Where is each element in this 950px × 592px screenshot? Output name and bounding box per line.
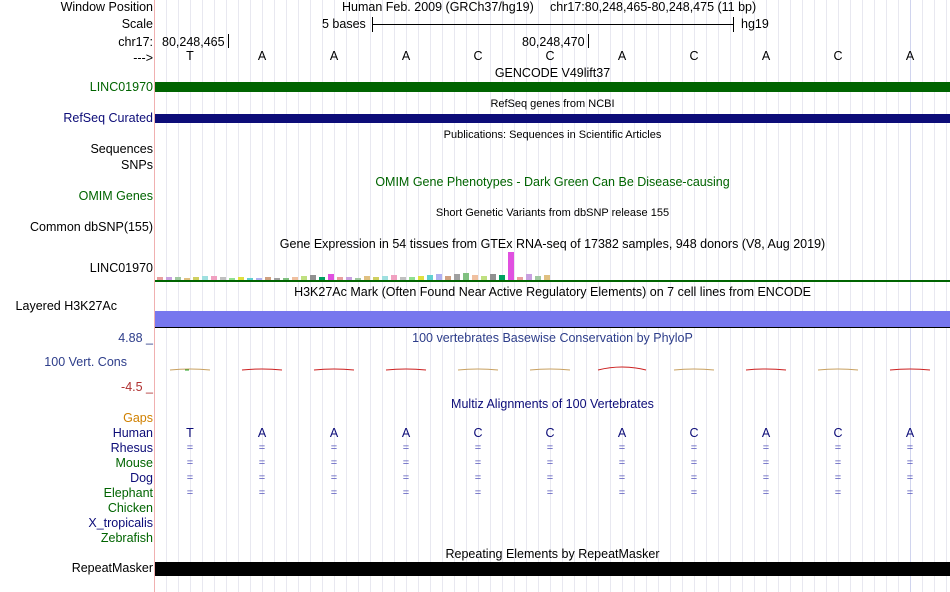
species-label[interactable]: Rhesus — [110, 441, 153, 455]
phylop-min-label: -4.5 _ — [121, 380, 153, 394]
aligned-base-match: = — [186, 487, 194, 499]
human-base: A — [401, 426, 411, 440]
aligned-base-match: = — [258, 457, 266, 469]
phylop-mark — [242, 369, 282, 370]
aligned-base-match: = — [258, 487, 266, 499]
species-label[interactable]: Mouse — [115, 456, 153, 470]
human-base: C — [833, 426, 843, 440]
aligned-base-match: = — [474, 487, 482, 499]
phylop-track-label[interactable]: 100 Vert. Cons — [44, 355, 127, 369]
human-base: T — [186, 426, 194, 440]
base-letter: A — [329, 49, 339, 63]
chrom-label: chr17: — [118, 35, 153, 49]
phylop-mark — [458, 369, 498, 370]
aligned-base-match: = — [546, 472, 554, 484]
aligned-base-match: = — [402, 487, 410, 499]
gtex-tissue-bar[interactable] — [463, 273, 469, 280]
aligned-base-match: = — [834, 487, 842, 499]
phylop-track-title: 100 vertebrates Basewise Conservation by PhyloP — [412, 331, 693, 345]
human-base: A — [617, 426, 627, 440]
aligned-base-match: = — [186, 442, 194, 454]
aligned-base-match: = — [834, 472, 842, 484]
human-base: C — [689, 426, 699, 440]
aligned-base-match: = — [330, 472, 338, 484]
phylop-mark — [818, 369, 858, 370]
aligned-base-match: = — [906, 457, 914, 469]
dbsnp-track-label[interactable]: Common dbSNP(155) — [30, 220, 153, 234]
phylop-mark — [674, 369, 714, 370]
aligned-base-match: = — [906, 442, 914, 454]
scale-bar-right-tick — [733, 17, 734, 32]
multiz-track-title: Multiz Alignments of 100 Vertebrates — [451, 397, 654, 411]
aligned-base-match: = — [474, 457, 482, 469]
base-letter: A — [257, 49, 267, 63]
position-label-2: 80,248,470 — [522, 35, 585, 49]
publications-track-title: Publications: Sequences in Scientific Articles — [443, 129, 662, 141]
species-label[interactable]: Zebrafish — [100, 531, 153, 545]
base-letter: C — [545, 49, 555, 63]
gtex-tissue-bar[interactable] — [508, 252, 514, 280]
aligned-base-match: = — [546, 457, 554, 469]
aligned-base-match: = — [186, 472, 194, 484]
aligned-base-match: = — [906, 472, 914, 484]
species-label[interactable]: X_tropicalis — [88, 516, 153, 530]
phylop-signal[interactable] — [155, 360, 950, 380]
gtex-track-label[interactable]: LINC01970 — [89, 261, 153, 275]
human-base: C — [545, 426, 555, 440]
aligned-base-match: = — [474, 442, 482, 454]
gencode-track-label[interactable]: LINC01970 — [89, 80, 153, 94]
aligned-base-match: = — [690, 442, 698, 454]
species-label[interactable]: Dog — [130, 471, 153, 485]
base-letter: A — [401, 49, 411, 63]
aligned-base-match: = — [618, 457, 626, 469]
aligned-base-match: = — [618, 487, 626, 499]
aligned-base-match: = — [834, 457, 842, 469]
aligned-base-match: = — [186, 457, 194, 469]
aligned-base-match: = — [690, 457, 698, 469]
phylop-mark — [746, 369, 786, 370]
phylop-mark — [530, 369, 570, 370]
aligned-base-match: = — [258, 472, 266, 484]
repeatmasker-track-label[interactable]: RepeatMasker — [71, 561, 153, 575]
phylop-mark — [170, 369, 210, 370]
gaps-label[interactable]: Gaps — [123, 411, 153, 425]
base-letter: T — [186, 49, 194, 63]
window-position-label: Window Position — [60, 0, 153, 14]
gtex-track-title: Gene Expression in 54 tissues from GTEx RNA-seq of 17382 samples, 948 donors (V8, Aug 2019) — [279, 237, 826, 251]
base-letter: C — [473, 49, 483, 63]
aligned-base-match: = — [762, 442, 770, 454]
scale-text: 5 bases — [322, 17, 366, 31]
species-label[interactable]: Human — [112, 426, 153, 440]
human-base: A — [905, 426, 915, 440]
human-base: C — [473, 426, 483, 440]
species-label[interactable]: Chicken — [107, 501, 153, 515]
gencode-track-title: GENCODE V49lift37 — [494, 66, 611, 80]
aligned-base-match: = — [906, 487, 914, 499]
refseq-track-label[interactable]: RefSeq Curated — [63, 111, 153, 125]
phylop-mark — [314, 369, 354, 370]
h3k27ac-baseline — [155, 327, 950, 328]
base-letter: A — [617, 49, 627, 63]
aligned-base-match: = — [402, 442, 410, 454]
repeatmasker-bar[interactable] — [155, 562, 950, 576]
position-tick-2 — [588, 34, 589, 48]
aligned-base-match: = — [690, 472, 698, 484]
position-label-1: 80,248,465 — [162, 35, 225, 49]
phylop-max-label: 4.88 _ — [118, 331, 153, 345]
h3k27ac-signal[interactable] — [155, 311, 950, 327]
refseq-gene-bar[interactable] — [155, 114, 950, 123]
scale-db: hg19 — [741, 17, 769, 31]
aligned-base-match: = — [618, 442, 626, 454]
aligned-base-match: = — [690, 487, 698, 499]
aligned-base-match: = — [762, 487, 770, 499]
aligned-base-match: = — [330, 457, 338, 469]
base-letter: A — [905, 49, 915, 63]
human-base: A — [257, 426, 267, 440]
base-letter: C — [833, 49, 843, 63]
omim-track-label[interactable]: OMIM Genes — [78, 189, 153, 203]
aligned-base-match: = — [762, 457, 770, 469]
h3k27ac-track-label[interactable]: Layered H3K27Ac — [15, 299, 117, 313]
base-letter: C — [689, 49, 699, 63]
assembly-title: Human Feb. 2009 (GRCh37/hg19) — [342, 0, 534, 14]
base-letter: A — [761, 49, 771, 63]
scale-label: Scale — [121, 17, 153, 31]
aligned-base-match: = — [258, 442, 266, 454]
repeatmasker-track-title: Repeating Elements by RepeatMasker — [445, 547, 660, 561]
aligned-base-match: = — [474, 472, 482, 484]
phylop-mark — [890, 369, 930, 370]
dbsnp-track-title: Short Genetic Variants from dbSNP release 155 — [435, 207, 670, 219]
aligned-base-match: = — [402, 457, 410, 469]
human-base: A — [761, 426, 771, 440]
aligned-base-match: = — [618, 472, 626, 484]
aligned-base-match: = — [834, 442, 842, 454]
aligned-base-match: = — [546, 442, 554, 454]
aligned-base-match: = — [762, 472, 770, 484]
scale-bar — [372, 24, 734, 25]
scale-bar-left-tick — [372, 17, 373, 32]
aligned-base-match: = — [546, 487, 554, 499]
h3k27ac-track-title: H3K27Ac Mark (Often Found Near Active Regulatory Elements) on 7 cell lines from ENCODE — [294, 285, 811, 299]
human-base: A — [329, 426, 339, 440]
phylop-mark — [598, 367, 646, 370]
aligned-base-match: = — [330, 487, 338, 499]
publications-sequences-label[interactable]: Sequences — [90, 142, 153, 156]
position-range: chr17:80,248,465-80,248,475 (11 bp) — [550, 0, 757, 14]
species-label[interactable]: Elephant — [103, 486, 153, 500]
aligned-base-match: = — [402, 472, 410, 484]
strand-label: ---> — [133, 51, 153, 65]
omim-track-title: OMIM Gene Phenotypes - Dark Green Can Be Disease-causing — [375, 175, 730, 189]
gencode-gene-bar[interactable] — [155, 82, 950, 92]
refseq-track-title: RefSeq genes from NCBI — [490, 98, 615, 110]
phylop-mark — [386, 369, 426, 370]
publications-snps-label[interactable]: SNPs — [121, 158, 153, 172]
aligned-base-match: = — [330, 442, 338, 454]
gtex-baseline — [155, 280, 950, 282]
position-tick-1 — [228, 34, 229, 48]
